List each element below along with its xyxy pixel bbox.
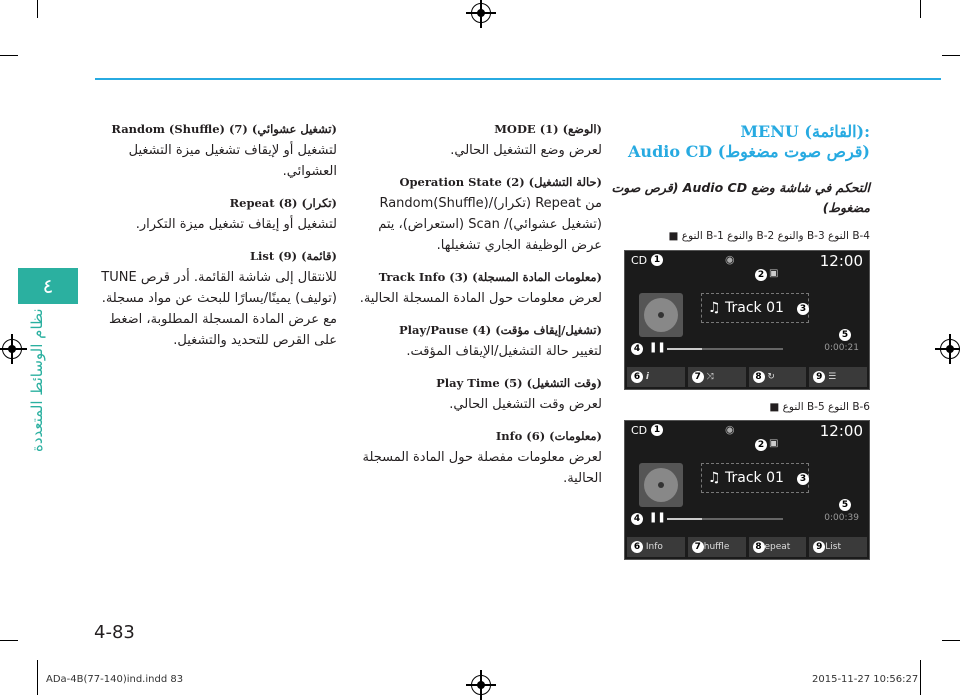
shuffle-button[interactable] (688, 367, 746, 387)
registration-mark-icon (2, 339, 22, 359)
section-title: :(القائمة) MENU (740, 122, 870, 141)
crop-mark (942, 640, 960, 641)
registration-mark-icon (471, 3, 491, 23)
chapter-tab: ٤ (18, 268, 78, 304)
repeat-icon: ▣ (769, 268, 779, 279)
section-subtitle: مضغوط) (822, 200, 870, 215)
crop-mark (942, 55, 960, 56)
item-heading: (تشغيل/إيقاف مؤقت) Play/Pause (4) (399, 323, 602, 337)
shuffle-button[interactable]: 7 huffle (688, 537, 746, 557)
repeat-icon: ↻ (767, 372, 775, 382)
item-body: لعرض معلومات مفصلة حول المادة المسجلة الحالية. (362, 450, 602, 486)
repeat-icon: ▣ (769, 438, 779, 449)
crop-mark (0, 640, 18, 641)
callout-badge: 8 (753, 541, 765, 553)
item-body: للانتقال إلى شاشة القائمة. أدر قرص TUNE (توليف) يمينًا/يسارًا للبحث عن مواد مسجلة. مع عرض المادة المسجلة المطلوبة، اضغط على القرص للتحديد والتشغيل. (101, 270, 337, 348)
cd-screen-1 (624, 250, 870, 390)
item-heading: (حالة التشغيل) Operation State (2) (399, 175, 602, 189)
section-subtitle: التحكم في شاشة وضع Audio CD (قرص صوت (611, 180, 870, 195)
item-body: لتشغيل أو لإيقاف تشغيل ميزة التشغيل العشوائي. (128, 143, 337, 179)
item-body: من Repeat (تكرار)/Random(Shuffle) (تشغيل عشوائي)/ Scan (استعراض)، يتم عرض الوظيفة الجاري تشغيلها. (378, 196, 602, 253)
item-heading: (الوضع) MODE (1) (494, 122, 602, 136)
pause-icon[interactable]: ❚❚ (649, 342, 666, 353)
figure-caption: B-6 النوع B-5 النوع ■ (769, 401, 870, 413)
header-rule (95, 78, 941, 80)
repeat-button[interactable]: 8 epeat (749, 537, 807, 557)
list-button[interactable] (809, 367, 867, 387)
crop-mark (37, 0, 38, 18)
item-body: لعرض وقت التشغيل الحالي. (449, 397, 602, 412)
callout-badge: 3 (797, 473, 809, 485)
progress-bar[interactable] (667, 518, 783, 520)
left-column (95, 122, 337, 365)
page-number: 4-83 (94, 622, 135, 643)
album-art-icon (639, 463, 683, 507)
repeat-button[interactable] (749, 367, 807, 387)
pause-icon[interactable]: ❚❚ (649, 512, 666, 523)
callout-badge: 5 (839, 499, 851, 511)
callout-badge: 6 (631, 371, 643, 383)
right-column (600, 122, 870, 242)
progress-fill (667, 348, 702, 350)
callout-badge: 2 (755, 439, 767, 451)
item-body: لعرض معلومات حول المادة المسجلة الحالية. (359, 291, 602, 306)
item-heading: (معلومات) Info (6) (495, 429, 602, 443)
footer-timestamp: 2015-11-27 10:56:27 (812, 674, 919, 685)
callout-badge: 1 (651, 424, 663, 436)
footer-file: ADa-4B(77-140)ind.indd 83 (46, 674, 184, 685)
list-icon: ☰ (828, 372, 837, 382)
list-button[interactable]: 9 List (809, 537, 867, 557)
track-info: ♫ Track 01 (701, 293, 809, 323)
middle-column (350, 122, 602, 503)
disc-icon: ◉ (725, 423, 735, 436)
music-note-icon: ♫ (708, 300, 726, 316)
shuffle-icon: ⤨ (706, 372, 714, 382)
crop-mark (920, 0, 921, 18)
item-heading: (تكرار) Repeat (8) (229, 196, 337, 210)
callout-badge: 5 (839, 329, 851, 341)
callout-badge: 8 (753, 371, 765, 383)
callout-badge: 2 (755, 269, 767, 281)
elapsed-time: 0:00:39 (824, 513, 859, 523)
disc-icon: ◉ (725, 253, 735, 266)
cd-screen-2 (624, 420, 870, 560)
callout-badge: 3 (797, 303, 809, 315)
crop-mark (37, 660, 38, 695)
progress-fill (667, 518, 702, 520)
track-info: ♫ Track 01 (701, 463, 809, 493)
source-label: CD (631, 424, 648, 437)
elapsed-time: 0:00:21 (824, 343, 859, 353)
chapter-title: نظام الوسائط المتعددة (28, 308, 46, 452)
callout-badge: 7 (692, 541, 704, 553)
figure-caption: B-4 النوع B-3 والنوع B-2 والنوع B-1 النوع ■ (668, 230, 870, 242)
info-button[interactable]: 6 Info (627, 537, 685, 557)
item-body: لتشغيل أو إيقاف تشغيل ميزة التكرار. (135, 217, 337, 232)
item-heading: (تشغيل عشوائي) Random (Shuffle) (7) (111, 122, 337, 136)
info-button[interactable] (627, 367, 685, 387)
callout-badge: 1 (651, 254, 663, 266)
crop-mark (920, 660, 921, 695)
callout-badge: 9 (813, 371, 825, 383)
callout-badge: 4 (631, 343, 643, 355)
callout-badge: 7 (692, 371, 704, 383)
music-note-icon: ♫ (708, 470, 726, 486)
section-title: (قرص صوت مضغوط) Audio CD (628, 142, 870, 161)
callout-badge: 6 (631, 541, 643, 553)
album-art-icon (639, 293, 683, 337)
callout-badge: 4 (631, 513, 643, 525)
item-body: لتغيير حالة التشغيل/الإيقاف المؤقت. (406, 344, 602, 359)
item-heading: (قائمة) List (9) (249, 249, 337, 263)
item-heading: (معلومات المادة المسجلة) Track Info (3) (378, 270, 602, 284)
callout-badge: 9 (813, 541, 825, 553)
item-heading: (وقت التشغيل) Play Time (5) (436, 376, 602, 390)
progress-bar[interactable] (667, 348, 783, 350)
clock: 12:00 (819, 422, 863, 440)
info-icon: i (645, 372, 649, 382)
registration-mark-icon (940, 339, 960, 359)
crop-mark (0, 55, 18, 56)
clock: 12:00 (819, 252, 863, 270)
registration-mark-icon (471, 675, 491, 695)
source-label: CD (631, 254, 648, 267)
item-body: لعرض وضع التشغيل الحالي. (450, 143, 602, 158)
